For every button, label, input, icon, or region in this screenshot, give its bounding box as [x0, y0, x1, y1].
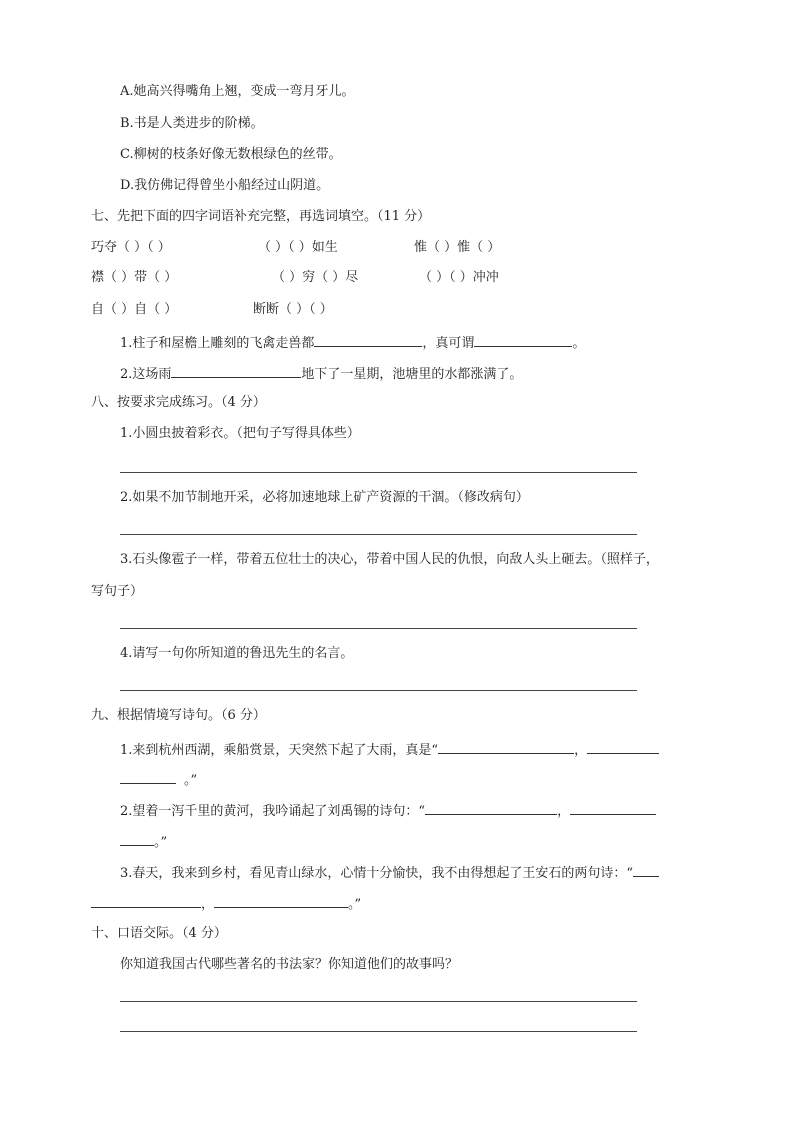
q9-i2-text-c: 。” — [154, 835, 168, 850]
blank-6[interactable] — [120, 770, 176, 784]
q9-i2-text-a: 2.望着一泻千里的黄河，我吟诵起了刘禹锡的诗句：“ — [120, 804, 426, 819]
blank-8[interactable] — [570, 801, 656, 815]
q9-item-1-cont — [120, 770, 197, 789]
q9-item-2-cont — [120, 832, 167, 851]
answer-line-2[interactable] — [120, 534, 637, 535]
q8-item-3a: 3.石头像雹子一样，带着五位壮士的决心，带着中国人民的仇恨，向敌人头上砸去。（照样子， — [120, 552, 659, 567]
idiom-4: 襟（ ）带（ ） — [91, 270, 178, 285]
q9-i3-text-a: 3.春天，我来到乡村，看见青山绿水，心情十分愉快，我不由得想起了王安石的两句诗：“ — [120, 866, 634, 881]
answer-line-6[interactable] — [120, 1031, 637, 1032]
blank-2[interactable] — [474, 333, 572, 347]
idiom-1: 巧夺（ ）（ ） — [91, 240, 171, 255]
answer-line-5[interactable] — [120, 1001, 637, 1002]
option-a: A.她高兴得嘴角上翘，变成一弯月牙儿。 — [120, 84, 355, 99]
idiom-8: 断断（ ）（ ） — [253, 302, 333, 317]
q8-heading: 八、按要求完成练习。（4 分） — [91, 395, 266, 410]
q7-s1-text-a: 1.柱子和屋檐上雕刻的飞禽走兽都 — [120, 336, 315, 351]
q9-item-3 — [120, 863, 659, 882]
blank-9[interactable] — [120, 832, 154, 846]
q9-item-2 — [120, 801, 656, 820]
idiom-2: （ ）（ ）如生 — [258, 240, 338, 255]
option-c: C.柳树的枝条好像无数根绿色的丝带。 — [120, 147, 342, 162]
q10-heading: 十、口语交际。（4 分） — [91, 926, 227, 941]
option-d: D.我仿佛记得曾坐小船经过山阴道。 — [120, 178, 330, 193]
answer-line-1[interactable] — [120, 472, 637, 473]
option-b: B.书是人类进步的阶梯。 — [120, 116, 264, 131]
blank-11[interactable] — [91, 894, 201, 908]
q9-heading: 九、根据情境写诗句。（6 分） — [91, 708, 266, 723]
blank-7[interactable] — [425, 801, 557, 815]
idiom-6: （ ）（ ）冲冲 — [419, 270, 499, 285]
q9-item-3-cont — [91, 894, 361, 913]
blank-10[interactable] — [633, 863, 659, 877]
q8-item-3b: 写句子） — [91, 584, 144, 599]
q7-s1-text-b: ，真可谓 — [422, 336, 475, 351]
q8-item-4: 4.请写一句你所知道的鲁迅先生的名言。 — [120, 646, 354, 661]
blank-4[interactable] — [438, 740, 574, 754]
q7-sentence-1 — [120, 333, 585, 352]
answer-line-4[interactable] — [120, 690, 637, 691]
q7-sentence-2 — [120, 364, 522, 383]
blank-5[interactable] — [587, 740, 659, 754]
q9-i3-text-c: 。” — [348, 897, 362, 912]
q7-s2-text-a: 2.这场雨 — [120, 367, 172, 382]
q8-item-1: 1.小圆虫披着彩衣。（把句子写得具体些） — [120, 426, 360, 441]
q9-i1-text-c: 。” — [184, 773, 198, 788]
q8-item-2: 2.如果不加节制地开采，必将加速地球上矿产资源的干涸。（修改病句） — [120, 490, 529, 505]
idiom-5: （ ）穷（ ）尽 — [272, 270, 359, 285]
blank-12[interactable] — [214, 894, 348, 908]
q7-s2-text-b: 地下了一星期，池塘里的水都涨满了。 — [301, 367, 523, 382]
q7-s1-text-c: 。 — [572, 336, 586, 351]
idiom-7: 自（ ）自（ ） — [91, 302, 178, 317]
idiom-3: 惟（ ）惟（ ） — [414, 240, 501, 255]
answer-line-3[interactable] — [120, 628, 637, 629]
blank-3[interactable] — [171, 364, 301, 378]
q9-i1-text-b: ， — [574, 743, 588, 758]
q9-i1-text-a: 1.来到杭州西湖，乘船赏景，天突然下起了大雨，真是“ — [120, 743, 439, 758]
q9-i2-text-b: ， — [557, 804, 571, 819]
q9-item-1 — [120, 740, 659, 759]
q7-heading: 七、先把下面的四字词语补充完整，再选词填空。（11 分） — [91, 209, 431, 224]
blank-1[interactable] — [314, 333, 422, 347]
q9-i3-text-b: ， — [201, 897, 215, 912]
q10-prompt: 你知道我国古代哪些著名的书法家？你知道他们的故事吗？ — [120, 957, 459, 972]
